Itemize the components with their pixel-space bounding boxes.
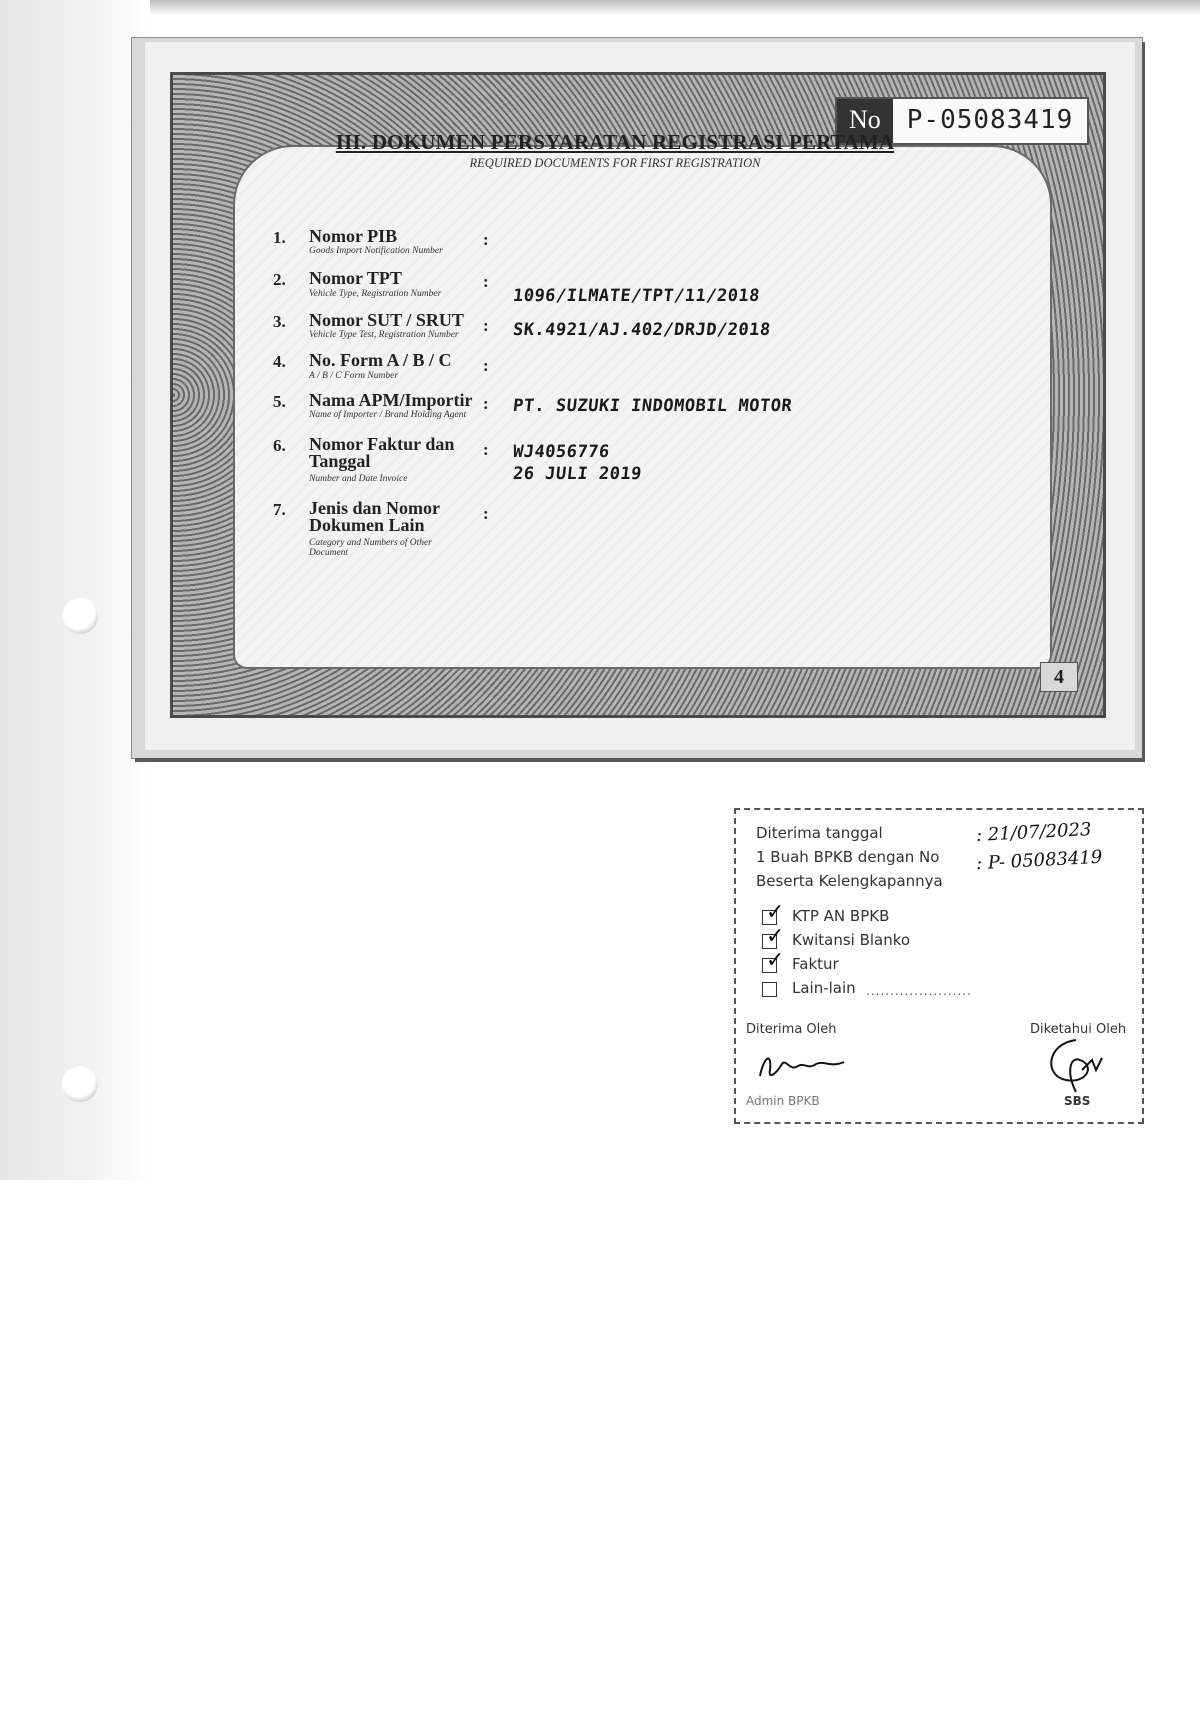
field-label: Nomor Faktur dan Tanggal [309, 434, 455, 471]
field-sublabel: Name of Importer / Brand Holding Agent [309, 410, 467, 420]
signature-sbs [1036, 1036, 1116, 1096]
page-title [335, 130, 895, 155]
received-by-role: Admin BPKB [746, 1094, 820, 1108]
checkmark-icon: ✓ [766, 900, 785, 925]
page-subtitle: REQUIRED DOCUMENTS FOR FIRST REGISTRATION [469, 156, 761, 170]
field-value: WJ4056776 [511, 442, 611, 462]
received-date-label: Diterima tanggal [756, 824, 883, 842]
field-sublabel: Number and Date Invoice [309, 474, 408, 484]
field-colon: : [483, 356, 489, 375]
fill-in-line: ...................... [866, 984, 972, 998]
field-colon: : [483, 230, 489, 249]
known-by-label: Diketahui Oleh [1030, 1022, 1127, 1037]
page-title-text: III. DOKUMEN PERSYARATAN REGISTRASI PERTAMA [335, 130, 895, 154]
bpkb-number-value: : P- 05083419 [975, 846, 1103, 875]
field-sublabel: Vehicle Type, Registration Number [309, 289, 442, 299]
punch-hole-top [62, 598, 98, 634]
bpkb-count-label: 1 Buah BPKB dengan No [756, 848, 940, 866]
field-sublabel: Vehicle Type Test, Registration Number [309, 330, 459, 340]
checklist-lain-label: Lain-lain [792, 979, 856, 997]
field-colon: : [483, 272, 489, 291]
field-label: Nomor PIB [309, 226, 398, 246]
scan-top-edge [0, 0, 1200, 16]
checklist-kwitansi-label: Kwitansi Blanko [792, 931, 911, 949]
field-colon: : [483, 394, 489, 413]
known-by-role: SBS [1064, 1094, 1091, 1108]
field-value: 1096/ILMATE/TPT/11/2018 [511, 286, 761, 306]
punch-hole-bottom [62, 1066, 98, 1102]
checklist-faktur-label: Faktur [792, 955, 839, 973]
field-number: 6. [273, 436, 286, 455]
field-number: 7. [273, 500, 286, 519]
field-sublabel: Category and Numbers of Other Document [309, 538, 432, 558]
document-number-label: No [837, 99, 893, 143]
field-colon: : [483, 504, 489, 523]
field-colon: : [483, 440, 489, 459]
field-value: SK.4921/AJ.402/DRJD/2018 [511, 320, 772, 340]
completeness-label: Beserta Kelengkapannya [756, 872, 943, 890]
checklist-ktp-label: KTP AN BPKB [792, 907, 890, 925]
page-number: 4 [1040, 662, 1078, 692]
received-by-label: Diterima Oleh [746, 1022, 837, 1037]
field-number: 3. [273, 312, 286, 331]
field-number: 1. [273, 228, 286, 247]
received-date-value: : 21/07/2023 [975, 818, 1093, 847]
field-dokumen-lain [273, 500, 973, 570]
field-value: PT. SUZUKI INDOMOBIL MOTOR [511, 396, 794, 416]
field-label: Nomor SUT / SRUT [309, 310, 464, 330]
field-label: Nomor TPT [309, 268, 402, 288]
field-sublabel: Goods Import Notification Number [309, 246, 443, 256]
field-sublabel: A / B / C Form Number [309, 371, 399, 381]
field-label: Jenis dan Nomor Dokumen Lain [309, 498, 440, 535]
field-number: 2. [273, 270, 286, 289]
bpkb-page [145, 42, 1135, 750]
field-label: No. Form A / B / C [309, 350, 452, 370]
checkmark-icon: ✓ [766, 924, 785, 949]
scan-left-shadow [0, 0, 150, 1180]
field-label: Nama APM/Importir [309, 390, 473, 410]
field-number: 5. [273, 392, 286, 411]
field-value-date: 26 JULI 2019 [511, 464, 643, 484]
signature-admin [754, 1046, 864, 1086]
field-colon: : [483, 316, 489, 335]
checkbox-lain-lain [762, 982, 777, 997]
document-number-value: P-05083419 [893, 99, 1088, 143]
field-nomor-faktur [273, 436, 973, 496]
receipt-stamp [734, 808, 1144, 1124]
checkmark-icon: ✓ [766, 948, 785, 973]
field-number: 4. [273, 352, 286, 371]
